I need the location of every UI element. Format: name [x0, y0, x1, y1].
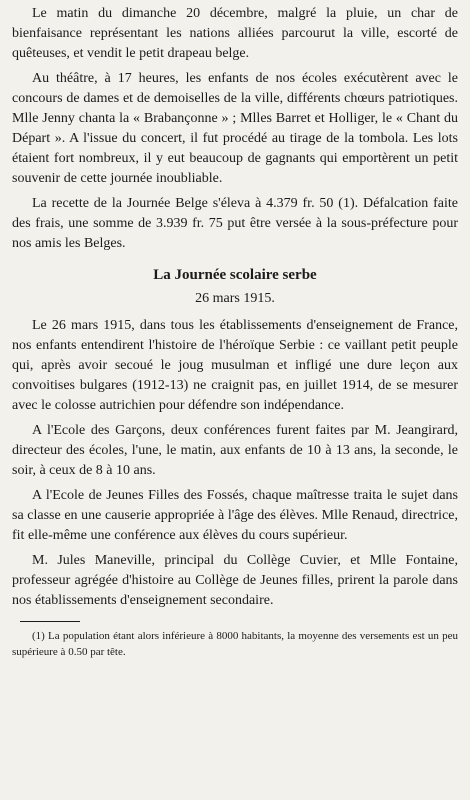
paragraph: Le matin du dimanche 20 décembre, malgré la pluie, un char de bienfaisance représentant les nations alliées parcourut la ville, escorté de quêteuses, et vendit le petit drapeau belge.	[12, 6, 458, 61]
paragraph: Au théâtre, à 17 heures, les enfants de nos écoles exécutèrent avec le concours de dames et de demoiselles de la ville, différents chœurs patriotiques. Mlle Jenny chanta la « Brabançonne » ; Mlles Barret et Holliger, le « Chant du Départ ». A l'issue du concert, il fut procédé au tirage de la tombola. Les lots étaient fort nombreux, il y eut beaucoup de gagnants qui emportèrent un petit souvenir de cette journée inoubliable.	[12, 71, 458, 186]
paragraph: M. Jules Maneville, principal du Collège Cuvier, et Mlle Fontaine, professeur agrégée d'histoire au Collège de Jeunes filles, prirent la parole dans nos établissements d'enseignement secondaire.	[12, 553, 458, 608]
paragraph: La recette de la Journée Belge s'éleva à 4.379 fr. 50 (1). Défalcation faite des frais, une somme de 3.939 fr. 75 put être versée à la sous-préfecture pour nos amis les Belges.	[12, 196, 458, 251]
section-journee-scolaire-serbe	[12, 264, 458, 611]
section-journee-belge	[12, 4, 458, 254]
paragraph: Le 26 mars 1915, dans tous les établissements d'enseignement de France, nos enfants entendirent l'histoire de l'héroïque Serbie : ce vaillant petit peuple qui, après avoir secoué le joug musulman et infligé une dure leçon aux convoitises bulgares (1912-13) ne craignit pas, en juillet 1914, de se mesurer avec le colosse autrichien pour défendre son indépendance.	[12, 318, 458, 413]
paragraph: A l'Ecole de Jeunes Filles des Fossés, chaque maîtresse traita le sujet dans sa classe en une causerie appropriée à l'âge des élèves. Mlle Renaud, directrice, fit elle-même une conférence aux élèves du cours supérieur.	[12, 488, 458, 543]
footnote-divider	[20, 621, 80, 622]
section-date: 26 mars 1915.	[195, 291, 275, 306]
footnote: (1) La population étant alors inférieure à 8000 habitants, la moyenne des versements est un peu supérieure à 0.50 par tête.	[12, 630, 458, 658]
paragraph: A l'Ecole des Garçons, deux conférences furent faites par M. Jeangirard, directeur des écoles, l'une, le matin, aux enfants de 10 à 13 ans, la seconde, le soir, à ceux de 8 à 10 ans.	[12, 423, 458, 478]
section-title: La Journée scolaire serbe	[153, 267, 317, 283]
